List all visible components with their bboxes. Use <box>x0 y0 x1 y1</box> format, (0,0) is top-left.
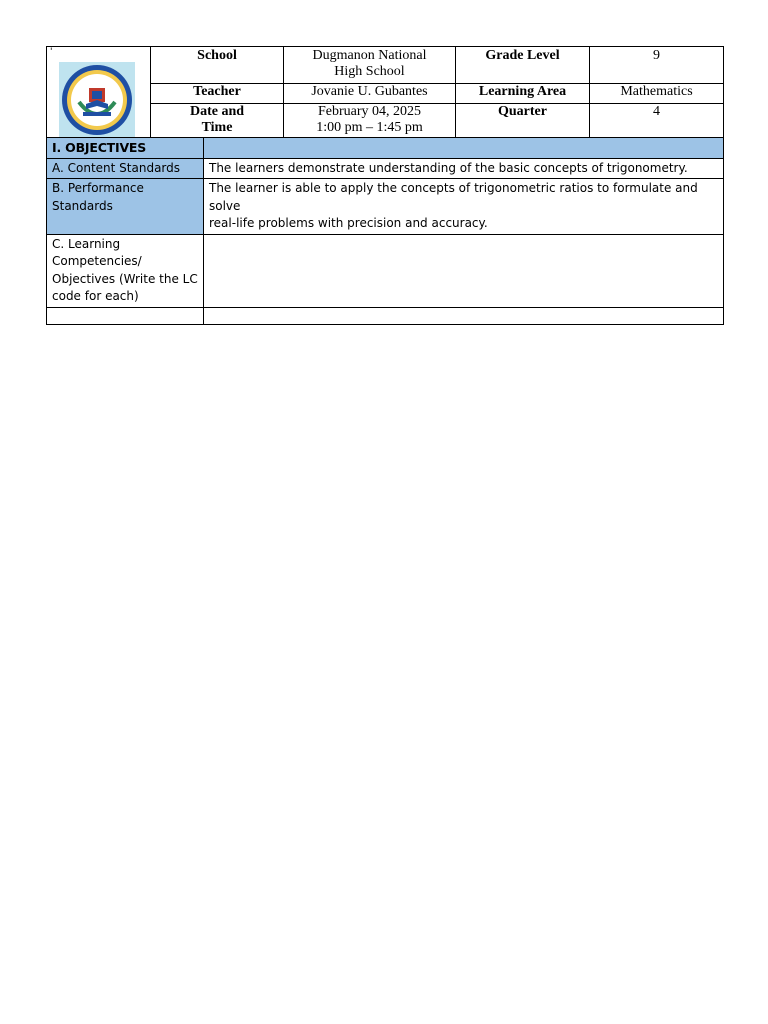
grade-level-value: 9 <box>590 47 724 84</box>
objectives-section-title: I. OBJECTIVES <box>47 138 204 159</box>
objectives-table <box>46 137 724 325</box>
teacher-label: Teacher <box>151 84 284 104</box>
content-standards-label: A. Content Standards <box>47 158 204 179</box>
logo-mark: ' <box>50 47 53 57</box>
teacher-value: Jovanie U. Gubantes <box>284 84 456 104</box>
school-value: Dugmanon National High School <box>284 47 456 84</box>
performance-standards-label: B. Performance Standards <box>47 179 204 235</box>
quarter-label: Quarter <box>456 104 590 140</box>
logo-cell <box>47 47 151 140</box>
grade-level-label: Grade Level <box>456 47 590 84</box>
empty-row-value <box>204 307 724 324</box>
learning-area-value: Mathematics <box>590 84 724 104</box>
school-info-table <box>46 46 724 140</box>
learning-competencies-value <box>204 234 724 307</box>
date-time-value: February 04, 2025 1:00 pm – 1:45 pm <box>284 104 456 140</box>
learning-area-label: Learning Area <box>456 84 590 104</box>
school-seal-logo <box>59 62 135 138</box>
empty-row-label <box>47 307 204 324</box>
date-time-label: Date and Time <box>151 104 284 140</box>
objectives-section-fill <box>204 138 724 159</box>
quarter-value: 4 <box>590 104 724 140</box>
learning-competencies-label: C. Learning Competencies/ Objectives (Write the LC code for each) <box>47 234 204 307</box>
content-standards-value: The learners demonstrate understanding of the basic concepts of trigonometry. <box>204 158 724 179</box>
performance-standards-value: The learner is able to apply the concepts of trigonometric ratios to formulate and solve real-life problems with precision and accuracy. <box>204 179 724 235</box>
school-label: School <box>151 47 284 84</box>
